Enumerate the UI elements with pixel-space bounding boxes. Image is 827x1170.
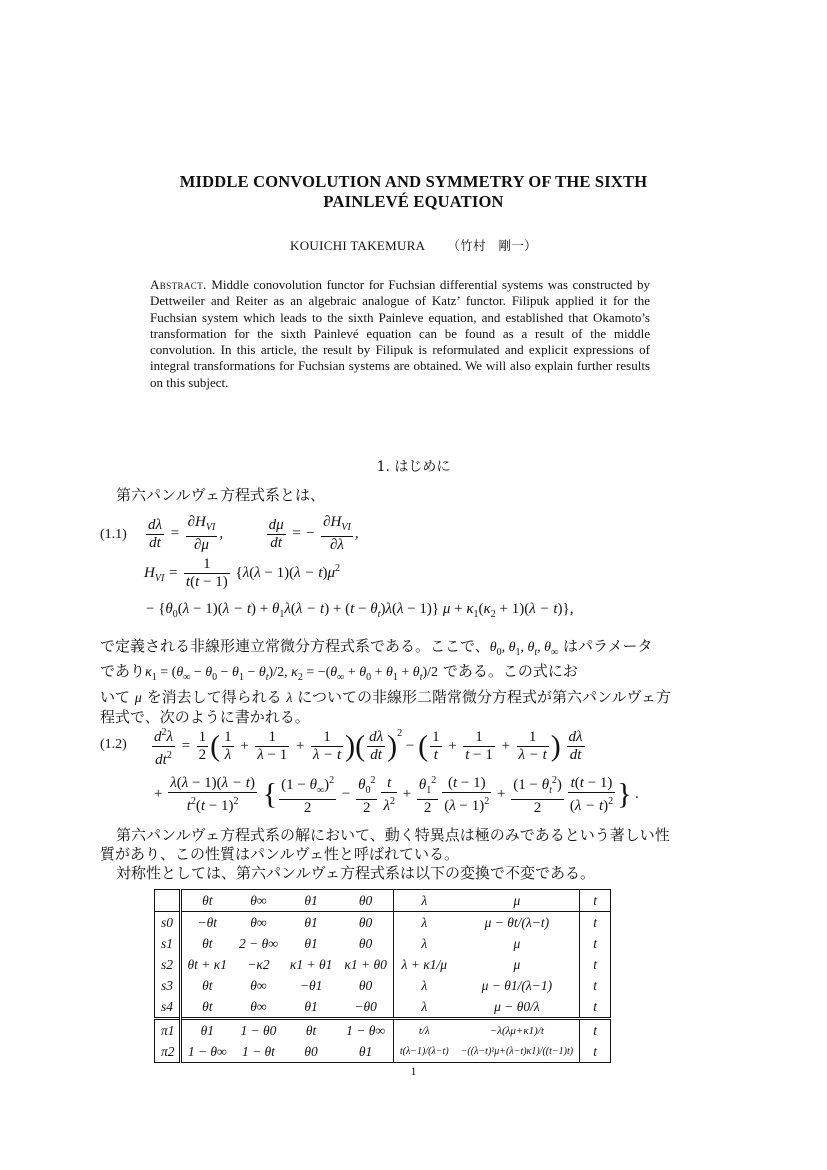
table-row [155,954,611,975]
abstract [150,277,650,391]
table-header-cell: θt [180,890,233,912]
equation-1-2-number: (1.2) [100,737,127,752]
table-cell: μ [513,956,521,972]
table-row [155,912,611,934]
table-cell: κ1 + θ0 [338,954,393,975]
table-cell: t [580,1019,611,1042]
table-cell: θ1 [304,935,318,951]
table-cell: θ∞ [250,998,267,1014]
table-cell: t [580,975,611,996]
hamiltonian-line-1: $H_{VI}$ = $\frac{1}{t(t - 1)}$ {$\lambda(\lambda - 1)(\lambda - t)\mu^2$ [144,556,340,590]
section-heading [100,456,727,476]
author-name-jp: （竹村 剛一） [447,238,537,253]
para2-text-3: であり [100,662,146,681]
equation-1-1: $\frac{d\lambda}{dt}$ = $\frac{\partial H_{VI}}{\partial\mu}$ , $\frac{d\mu}{dt}$ = − $\frac{\partial H_{VI}}{\partial\lambda}$ , [148,514,359,553]
table-row [155,933,611,954]
table-cell: −θt [197,914,217,930]
equation-1-2-line-2: + $\frac{\lambda(\lambda - 1)(\lambda - t)}{t^2(t - 1)^2}$ { $\frac{(1 - \theta_\infty)^2}{2}$ − $\frac{\theta_0^2}{2}$ $\frac{t}{\lambda^2}$ + $\frac{\theta_1^2}{2}$ $\frac{(t - 1)}{(\lambda - 1)^2}$ + $\frac{(1 - \theta_t^2)}{2}$ $\frac{t(t - 1)}{(\lambda - t)^2}$ } . [154,772,639,817]
table-cell: λ [421,998,428,1014]
table-cell: t(λ−1)/(λ−t) [399,1046,449,1057]
table-cell: θ∞ [250,914,267,930]
symmetry-table [154,889,611,1063]
para2-text-8: 程式で、次のように書かれる。 [100,708,310,727]
table-cell: 1 − θ0 [233,1019,284,1042]
paragraph-1: 第六パンルヴェ方程式系とは、 [116,486,326,504]
paragraph-3-line-2: 質があり、この性質はパンルヴェ性と呼ばれている。 [100,845,460,863]
para2-text-5: いて [100,687,131,706]
table-cell: θ0 [338,975,393,996]
table-cell: θ1 [180,1019,233,1042]
row-label: s0 [155,912,181,934]
table-cell: −θ0 [338,996,393,1019]
table-cell: θ1 [304,998,318,1014]
table-row [155,1041,611,1063]
table-cell: t/λ [393,1019,454,1042]
table-cell: t [580,1041,611,1063]
table-cell: θt [202,977,213,993]
para2-text-4: である。この式にお [442,662,578,681]
table-cell: 1 − θt [241,1043,275,1059]
page-number: 1 [410,1064,417,1078]
table-cell: κ1 + θ1 [289,956,333,972]
table-row [155,1019,611,1042]
table-cell: t [580,954,611,975]
table-cell: θ0 [338,912,393,934]
table-cell: μ − θ1/(λ−1) [481,977,553,993]
table-row [155,996,611,1019]
table-cell: θ0 [304,1043,318,1059]
paragraph-3-line-1: 第六パンルヴェ方程式系の解において、動く特異点は極のみであるという著しい性 [116,826,670,844]
table-cell: θt + κ1 [187,956,227,972]
table-cell: θt [202,998,213,1014]
author-line [100,236,727,254]
hamiltonian-line-2: − $\{\theta_0(\lambda - 1)(\lambda - t) + \theta_1\lambda(\lambda - t) + (t - \theta_t)\lambda(\lambda - 1)\} \mu + \kappa_1(\kappa_2 + 1)(\lambda - t)$}, [146,601,574,620]
table-cell: μ − θt/(λ−t) [484,914,550,930]
para2-text-7: についての非線形二階常微分方程式が第六パンルヴェ方 [297,687,671,706]
row-label: s3 [155,975,181,996]
table-cell: t [580,912,611,934]
table-cell: λ [421,977,428,993]
table-header-cell: θ1 [284,890,338,912]
row-label: π1 [155,1019,181,1042]
para2-text-6: を消去して得られる [146,687,282,706]
table-header-cell: t [580,890,611,912]
table-cell: 1 − θ∞ [187,1043,227,1059]
author-name: KOUICHI TAKEMURA [290,238,426,253]
table-cell: θ∞ [250,977,267,993]
table-cell: λ [421,914,428,930]
table-header-cell: λ [393,890,454,912]
table-cell: λ [421,935,428,951]
paragraph-4: 対称性としては、第六パンルヴェ方程式系は以下の変換で不変である。 [116,864,596,882]
table-cell: −λ(λμ+κ1)/t [455,1019,580,1042]
table-header-cell: θ0 [338,890,393,912]
table-cell: 2 − θ∞ [239,935,278,951]
table-header-cell: μ [455,890,580,912]
row-label: s1 [155,933,181,954]
abstract-text: Middle conovolution functor for Fuchsian differential systems was constructed by Dettweiler and Reiter as an algebraic analogue of Katz’ functor. Filipuk applied it for the Fuchsian system which leads to the sixth Painleve equation, and established that Okamoto’s transformation for the sixth Painlevé equation can be found as a result of the middle convolution. In this article, the result by Filipuk is reformulated and explicit expressions of integral transformations for Fuchsian systems are obtained. We will also explain further results on this subject. [150,277,650,390]
para2-text-1: で定義される非線形連立常微分方程式系である。ここで、 [100,637,490,655]
table-cell: t [580,996,611,1019]
table-header-row [155,890,611,912]
title-line-1: MIDDLE CONVOLUTION AND SYMMETRY OF THE SIXTH [179,172,648,191]
abstract-label: Abstract. [150,277,207,292]
table-cell: λ + κ1/μ [401,956,447,972]
table-cell: θ1 [304,914,318,930]
table-cell: θt [284,1019,338,1042]
equation-1-2-line-1: $\frac{d^2\lambda}{dt^2}$ = $\frac{1}{2}$ ( $\frac{1}{\lambda}$ + $\frac{1}{\lambda - 1}$ + $\frac{1}{\lambda - t}$ )( $\frac{d\lambda}{dt}$ )$^2$ − ( $\frac{1}{t}$ + $\frac{1}{t - 1}$ + $\frac{1}{\lambda - t}$ ) $\frac{d\lambda}{dt}$ [150,724,587,769]
table-cell: −θ1 [299,977,323,993]
table-header-cell: θ∞ [233,890,284,912]
table-cell: μ − θ0/λ [494,998,540,1014]
paragraph-2: で定義される非線形連立常微分方程式系である。ここで、$\theta_0$, $\theta_1$, $\theta_t$, $\theta_\infty$ はパラメータ であり$\kappa_1 = (\theta_\infty - \theta_0 - \theta_1 - \theta_t)/2$, $\kappa_2 = -(\theta_\infty + \theta_0 + \theta_1 + \theta_t)/2$ である。この式にお いて μ を消去して得られる λ についての非線形二階常微分方程式が第六パンルヴェ方 程式で、次のように書かれる。 [100,637,671,727]
table-cell: θt [202,935,213,951]
table-cell: θ1 [338,1041,393,1063]
row-label: s4 [155,996,181,1019]
row-label: π2 [155,1041,181,1063]
table-cell: μ [513,935,521,951]
table-cell: −((λ−t)²μ+(λ−t)κ1)/((t−1)t) [460,1046,574,1057]
table-cell: −κ2 [247,956,270,972]
section-title: はじめに [394,459,451,475]
para2-text-2: はパラメータ [562,637,653,655]
table-corner [155,890,181,912]
paper-title [100,172,727,212]
equation-1-1-number: (1.1) [100,527,127,542]
section-number: 1. [376,459,390,475]
table-cell: 1 − θ∞ [338,1019,393,1042]
table-cell: t [580,933,611,954]
table-row [155,975,611,996]
table-cell: θ0 [338,933,393,954]
title-line-2: PAINLEVÉ EQUATION [323,192,504,211]
row-label: s2 [155,954,181,975]
